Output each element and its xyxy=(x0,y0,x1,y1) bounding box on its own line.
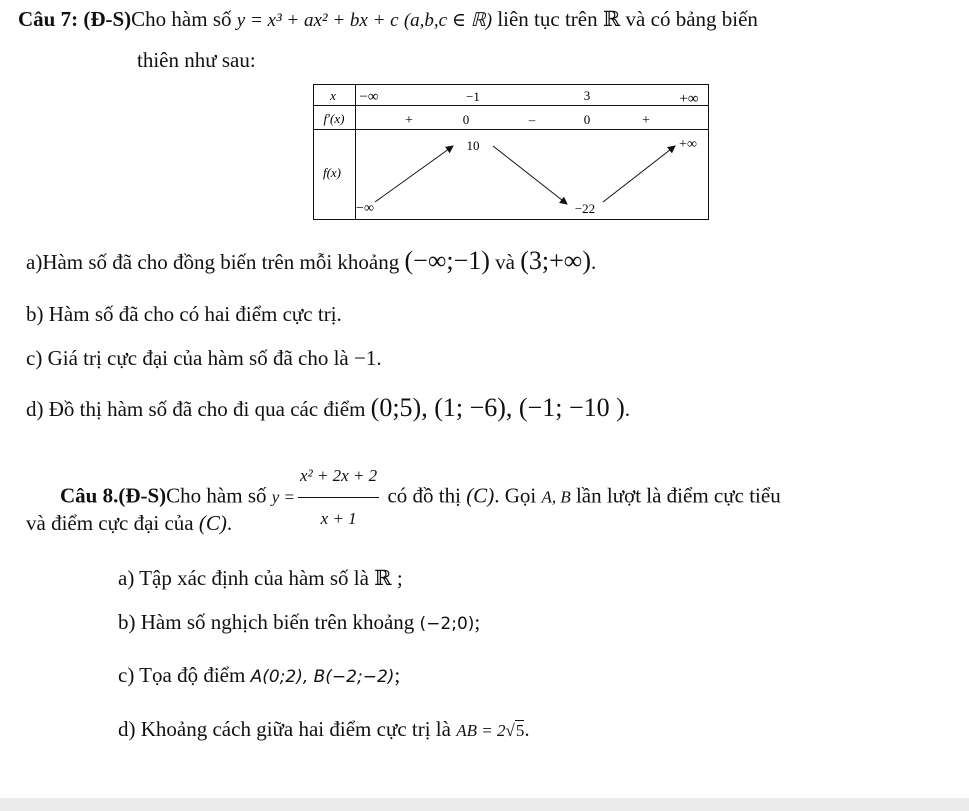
q7-title: Câu 7: (Đ-S) xyxy=(18,7,132,31)
q8-statement-a: a) Tập xác định của hàm số là ℝ ; xyxy=(118,566,403,590)
q7-d-points: (0;5), (1; −6), (−1; −10 ) xyxy=(370,393,625,422)
q8-d-end: . xyxy=(524,717,530,741)
q7-statement-c: c) Giá trị cực đại của hàm số đã cho là −1. xyxy=(26,346,382,370)
q7-d-end: . xyxy=(624,397,631,421)
q8-intro-f: . xyxy=(226,511,233,535)
q8-d-text: d) Khoảng cách giữa hai điểm cực trị là xyxy=(118,717,451,741)
table-fprime-label: f′(x) xyxy=(323,111,345,126)
fprime-sign-1: + xyxy=(405,113,413,128)
table-x-label: x xyxy=(330,88,336,103)
fprime-sign-3: + xyxy=(642,113,650,128)
x-value-pos-inf: +∞ xyxy=(679,91,699,107)
q7-a-va: và xyxy=(495,250,515,274)
q7-d-text: d) Đồ thị hàm số đã cho đi qua các điểm xyxy=(26,397,366,421)
variation-table xyxy=(313,84,709,220)
q7-intro-a: Cho hàm số xyxy=(131,7,232,31)
q7-statement-d xyxy=(26,395,630,422)
q8-intro-b: có đồ thị xyxy=(387,483,461,508)
q7-statement-b: b) Hàm số đã cho có hai điểm cực trị. xyxy=(26,302,342,326)
q7-a-interval-1: (−∞;−1) xyxy=(404,246,490,275)
q7-intro-c: thiên như sau: xyxy=(137,48,256,72)
f-value-neg-inf: −∞ xyxy=(356,201,374,216)
q8-statement-d xyxy=(118,716,530,744)
q7-domain-cond: (a,b,c ∈ ℝ) xyxy=(403,10,493,31)
q8-intro-d: lần lượt là điểm cực tiểu xyxy=(575,483,781,508)
q8-fraction xyxy=(298,456,379,539)
q8-b-interval: (−2;0) xyxy=(419,614,475,634)
q7-statement-a xyxy=(26,248,596,275)
f-value-pos-inf: +∞ xyxy=(679,137,697,152)
q8-c-text: c) Tọa độ điểm xyxy=(118,663,246,687)
q8-c-end: ; xyxy=(394,663,401,687)
arrow-up-2 xyxy=(603,146,675,202)
arrow-up-1 xyxy=(375,146,453,202)
f-value-neg22: −22 xyxy=(574,201,596,216)
bottom-scroll-edge xyxy=(0,798,969,811)
q8-intro-line2 xyxy=(26,510,232,536)
q8-b-end: ; xyxy=(474,610,481,634)
q7-a-interval-2: (3;+∞) xyxy=(520,246,591,275)
q8-graph-2: (C) xyxy=(198,511,227,535)
q8-d-sqrt-sign: √ xyxy=(505,721,515,740)
x-value-neg1: −1 xyxy=(466,89,480,104)
q7-function: y = x³ + ax² + bx + c xyxy=(236,10,399,31)
q8-statement-c xyxy=(118,662,400,690)
q8-points-ab: A, B xyxy=(541,487,571,507)
fprime-zero-1: 0 xyxy=(462,112,470,127)
q8-d-eq: AB = 2 xyxy=(456,721,506,740)
f-value-10: 10 xyxy=(466,138,480,153)
q7-a-end: . xyxy=(590,250,597,274)
q8-graph: (C) xyxy=(466,483,495,508)
q7-intro-line1 xyxy=(18,6,758,34)
q7-a-text: a)Hàm số đã cho đồng biến trên mỗi khoảng xyxy=(26,250,400,274)
q8-d-radicand: 5 xyxy=(515,721,525,740)
q8-c-points: A(0;2), B(−2;−2) xyxy=(250,667,395,687)
x-value-3: 3 xyxy=(583,88,591,103)
q8-denominator: x + 1 xyxy=(320,509,357,528)
q8-statement-b xyxy=(118,609,480,637)
q8-intro-a: Cho hàm số xyxy=(166,483,267,508)
x-value-neg-inf: −∞ xyxy=(359,89,379,105)
q7-intro-b: liên tục trên ℝ và có bảng biến xyxy=(497,7,758,31)
arrow-down xyxy=(493,146,567,204)
q8-intro-e: và điểm cực đại của xyxy=(26,511,194,535)
q8-intro-c: . Gọi xyxy=(494,483,537,508)
table-f-label: f(x) xyxy=(322,165,342,180)
fprime-zero-2: 0 xyxy=(583,112,591,127)
q8-b-text: b) Hàm số nghịch biến trên khoảng xyxy=(118,610,415,634)
fprime-sign-2: – xyxy=(528,112,536,127)
q8-numerator: x² + 2x + 2 xyxy=(298,456,379,498)
q8-title: Câu 8.(Đ-S) xyxy=(60,483,167,508)
q8-y-eq: y = xyxy=(271,487,296,507)
